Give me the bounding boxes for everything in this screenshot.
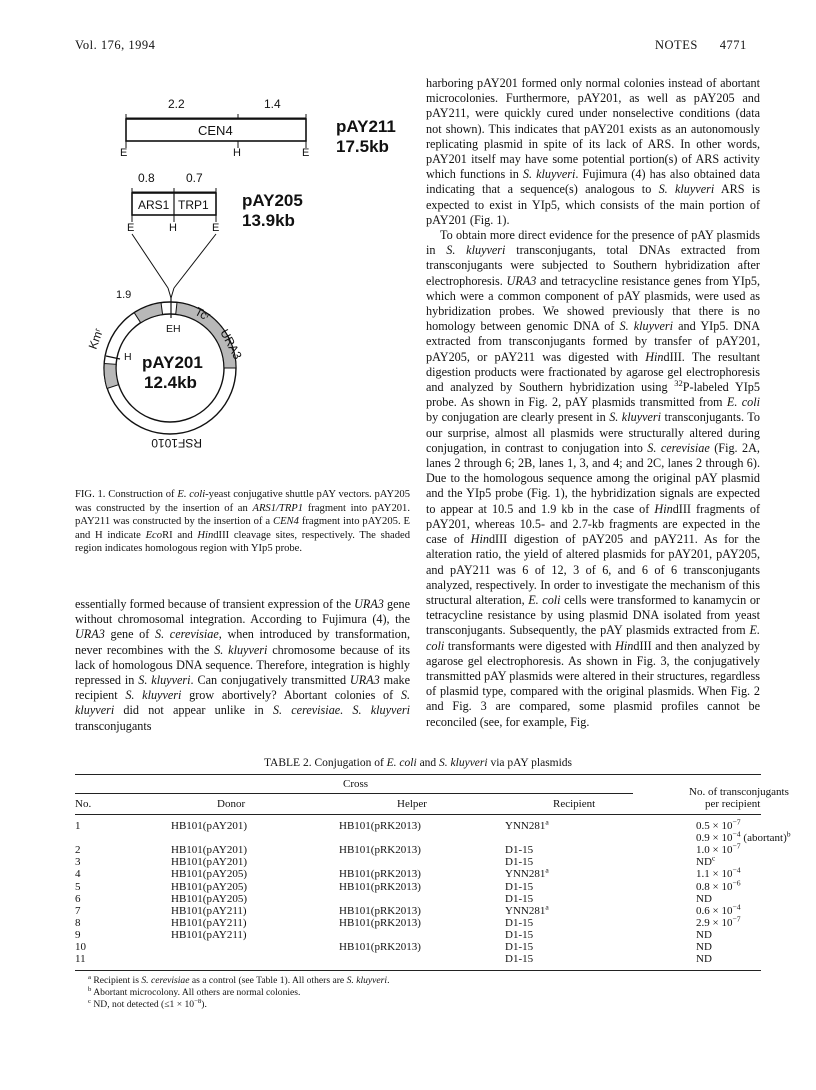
transconjugant-value: ND xyxy=(696,941,712,953)
value-exponent: −7 xyxy=(732,914,741,924)
donor-strain: HB101(pAY205) xyxy=(171,868,247,881)
helper-strain: HB101(pRK2013) xyxy=(339,880,421,893)
footnote-text: ND, not detected (≤1 × 10 xyxy=(90,999,195,1010)
header-helper: Helper xyxy=(397,798,427,810)
recipient-strain: D1-15 xyxy=(505,856,534,869)
table-row xyxy=(75,902,761,917)
table-rule xyxy=(75,793,633,794)
pay205-seg2-label: 0.7 xyxy=(186,171,203,185)
footnote-text: Abortant microcolony. All others are normal colonies. xyxy=(91,987,301,998)
cell-helper xyxy=(339,844,421,856)
text-run: P-labeled YIp5 probe. As shown in Fig. 2, pAY plasmids transmitted from xyxy=(426,380,760,410)
transconjugant-value: 1.0 × 10 xyxy=(696,844,733,857)
cell-donor xyxy=(171,820,247,832)
footnote-c xyxy=(88,999,207,1010)
table-rule xyxy=(75,970,761,971)
caption-text: RI and xyxy=(162,529,198,541)
text-run: gene without chromosomal integration. According to Fujimura (4), the xyxy=(75,597,410,627)
value-suffix: (abortant) xyxy=(740,832,787,845)
table-row xyxy=(75,853,761,869)
pay201-name: pAY201 xyxy=(142,353,203,372)
transconjugant-value: ND xyxy=(696,892,712,905)
cell-recipient xyxy=(505,881,533,893)
shaded-region-1 xyxy=(134,303,162,323)
caption-text: fragment into pAY201. pAY211 was constructed by the insertion of a xyxy=(75,502,410,528)
cell-no xyxy=(75,844,81,856)
cell-donor xyxy=(171,868,247,880)
footnote-text: ). xyxy=(201,999,207,1010)
transconjugant-value: ND xyxy=(696,953,712,966)
helper-strain: HB101(pRK2013) xyxy=(339,820,421,832)
helper-strain: HB101(pRK2013) xyxy=(339,904,421,917)
transconjugant-value: 1.1 × 10 xyxy=(696,868,733,881)
cell-value xyxy=(696,929,712,941)
transconjugant-value: 2.9 × 10 xyxy=(696,916,733,929)
text-run: and tetracycline resistance genes from YIp5, which were a common component of pAY plasmids, were used as hybridization probes. We showed previously that there is no homology between genomic DNA of xyxy=(426,273,760,334)
paragraph xyxy=(426,228,760,730)
cell-recipient xyxy=(505,856,533,868)
text-run: . Can conjugatively transmitted xyxy=(190,673,350,688)
value-exponent: −7 xyxy=(732,841,741,851)
text-run: S. kluyveri xyxy=(138,673,191,688)
journal-volume: Vol. 176, 1994 xyxy=(75,38,156,52)
pay211-name: pAY211 xyxy=(336,117,396,136)
text-run: S. kluyveri xyxy=(214,642,268,657)
cell-recipient xyxy=(505,902,549,917)
text-run: Hin xyxy=(470,532,489,547)
cell-value xyxy=(696,877,741,893)
text-run: 32 xyxy=(674,378,683,388)
cell-no xyxy=(75,905,81,917)
row-number: 5 xyxy=(75,880,81,893)
text-run: dIII digestion of pAY205 and pAY211. As for the alteration ratio, the yield of altered plasmids for pAY201, pAY205, and pAY211 was 6 of 12, 3 of 6, and 6 of 6 transconjugants analyzed, respectively. In order to investigate the mechanism of this structural alteration, xyxy=(426,532,760,607)
pay201-size: 12.4kb xyxy=(144,373,197,392)
row-number: 11 xyxy=(75,953,86,966)
recipient-strain: D1-15 xyxy=(505,844,534,857)
caption-text: dIII cleavage sites, respectively. The shaded region indicates homologous region with YIp5 probe. xyxy=(75,529,410,555)
table-row xyxy=(75,914,761,929)
plasmid-diagram xyxy=(70,78,410,478)
table-row xyxy=(75,841,761,857)
text-run: , when introduced by transformation, never recombines with the xyxy=(75,627,410,657)
recipient-strain: D1-15 xyxy=(505,916,534,929)
pay205-site-e-left: E xyxy=(127,222,135,234)
caption-text: Hin xyxy=(197,529,214,541)
text-run: dIII fragments of pAY201, whereas 10.5- and 2.7-kb fragments are expected in the case of xyxy=(426,501,761,547)
helper-strain: HB101(pRK2013) xyxy=(339,844,421,857)
text-run: by conjugation are clearly present in xyxy=(426,410,610,425)
caption-text: fragment into pAY205. E and H indicate xyxy=(75,516,410,541)
text-run: transconjugants, total DNAs extracted from transconjugants were subjected to Southern hybridization after electrophoresis. xyxy=(426,243,761,288)
recipient-strain: YNN281 xyxy=(505,820,546,832)
text-run: make recipient xyxy=(75,673,410,703)
ars1-label: ARS1 xyxy=(138,198,170,212)
row-number: 10 xyxy=(75,941,86,953)
pay201-label-h: H xyxy=(124,351,132,363)
text-run: transconjugants. To our surprise, almost all plasmids were structurally altered during conjugation, in contrast to conjugation into xyxy=(426,410,760,455)
recipient-strain: D1-15 xyxy=(505,880,534,893)
title-run: S. kluyveri xyxy=(439,757,488,769)
cell-recipient xyxy=(505,917,533,929)
text-run: E. coli xyxy=(426,623,760,653)
cell-donor xyxy=(171,917,247,929)
text-run: essentially formed because of transient expression of the xyxy=(75,597,355,611)
pay205-site-h: H xyxy=(169,222,177,234)
cell-no xyxy=(75,868,81,880)
trp1-label: TRP1 xyxy=(178,198,209,212)
transconjugant-value: 0.9 × 10 xyxy=(696,832,733,845)
cell-recipient xyxy=(505,844,533,856)
paragraph xyxy=(426,76,760,228)
cell-helper xyxy=(339,941,421,953)
pay211-site-h: H xyxy=(233,147,241,159)
paragraph xyxy=(75,597,410,734)
text-run: Hin xyxy=(645,349,664,364)
text-run: did not appear unlike in xyxy=(114,703,273,718)
value-exponent: −4 xyxy=(732,902,741,912)
text-run: grow abortively? Abortant colonies of xyxy=(181,688,401,703)
table-row xyxy=(75,953,761,965)
cell-helper xyxy=(339,881,421,893)
cen4-label: CEN4 xyxy=(198,123,233,138)
cell-value xyxy=(696,829,791,845)
recipient-strain: D1-15 xyxy=(505,953,534,966)
text-run: S. kluyveri xyxy=(522,167,576,182)
pay211-size: 17.5kb xyxy=(336,137,389,156)
cell-no xyxy=(75,881,81,893)
footnote-b xyxy=(88,987,300,998)
row-number: 9 xyxy=(75,928,81,941)
pay201-label-eh: EH xyxy=(166,323,181,335)
text-run: Hin xyxy=(654,501,673,516)
footnote-a xyxy=(88,975,390,986)
cell-value xyxy=(696,914,741,929)
donor-strain: HB101(pAY201) xyxy=(171,820,247,832)
pay205-name: pAY205 xyxy=(242,191,303,210)
text-run: S. kluyveri xyxy=(75,688,410,718)
caption-text: Eco xyxy=(145,529,163,541)
helper-strain: HB101(pRK2013) xyxy=(339,941,421,953)
value-exponent: −6 xyxy=(732,877,741,887)
cell-helper xyxy=(339,917,421,929)
footnote-text: −8 xyxy=(194,997,202,1005)
text-run: and YIp5. DNA extracted from transconjugants formed by transfer of pAY201, pAY205, or pAY211 was digested with xyxy=(426,319,760,364)
text-run: E. coli xyxy=(528,592,561,607)
header-cross: Cross xyxy=(343,778,369,790)
cell-donor xyxy=(171,856,247,868)
pay211-site-e-right: E xyxy=(302,147,310,159)
table-row xyxy=(75,941,761,953)
cell-recipient xyxy=(505,893,533,905)
table-row xyxy=(75,829,791,845)
cell-donor xyxy=(171,844,247,856)
table-row xyxy=(75,929,761,941)
text-run: URA3 xyxy=(75,627,105,642)
cell-recipient xyxy=(505,929,533,941)
value-footnote: b xyxy=(786,829,791,839)
row-number: 3 xyxy=(75,856,81,869)
cell-donor xyxy=(171,929,247,941)
cell-no xyxy=(75,820,81,832)
recipient-footnote: a xyxy=(545,817,549,827)
cell-value xyxy=(696,841,741,857)
text-run: Hin xyxy=(615,638,634,653)
figure-1-caption xyxy=(75,488,410,556)
text-run: ARS is expected to exist in YIp5, which consists of the main portion of pAY201 (Fig. 1). xyxy=(426,182,761,227)
text-run: S. kluyveri xyxy=(619,319,673,334)
helper-strain: HB101(pRK2013) xyxy=(339,868,421,881)
helper-strain: HB101(pRK2013) xyxy=(339,916,421,929)
figure-1 xyxy=(70,78,410,478)
footnote-text: . xyxy=(387,975,390,986)
recipient-strain: YNN281 xyxy=(505,868,546,881)
caption-text: E. coli xyxy=(177,489,206,500)
caption-text: ARS1/TRP1 xyxy=(252,502,304,514)
donor-strain: HB101(pAY211) xyxy=(171,904,247,917)
transconjugant-value: 0.6 × 10 xyxy=(696,904,733,917)
footnote-text: S. cerevisiae xyxy=(141,975,190,986)
text-run: dIII and then analyzed by agarose gel electrophoresis. As shown in Fig. 3, the conjugatively transmitted pAY plasmids were altered in their structures, regardless of plasmid type, compared with the original plasmids. When Fig. 2 and Fig. 3 are compared, some plasmid profiles cannot be reconciled (see, for example, Fig. xyxy=(426,638,761,729)
cell-value xyxy=(696,893,712,905)
text-run: S. kluyveri xyxy=(125,688,182,703)
cell-helper xyxy=(339,820,421,832)
cell-no xyxy=(75,893,81,905)
section-title: NOTES xyxy=(655,38,698,52)
pay205-seg1-label: 0.8 xyxy=(138,171,155,185)
cell-recipient xyxy=(505,865,549,881)
caption-lead: FIG. 1. xyxy=(75,489,106,500)
caption-text: CEN4 xyxy=(273,516,299,528)
header-recipient: Recipient xyxy=(553,798,596,810)
header-value-2: per recipient xyxy=(705,798,761,810)
pay201-label-19: 1.9 xyxy=(116,289,132,301)
donor-strain: HB101(pAY201) xyxy=(171,856,247,869)
transconjugant-value: 0.8 × 10 xyxy=(696,880,733,893)
left-column-text xyxy=(75,597,410,734)
pay201-label-ura3: URA3 xyxy=(217,326,245,362)
cell-no xyxy=(75,941,86,953)
title-run: via pAY plasmids xyxy=(487,757,573,769)
text-run: URA3 xyxy=(354,597,384,611)
row-number: 1 xyxy=(75,820,81,832)
cell-donor xyxy=(171,905,247,917)
text-run: URA3 xyxy=(506,273,537,288)
cell-helper xyxy=(339,868,421,880)
pay201-label-km: Kmʳ xyxy=(85,326,106,352)
text-run: To obtain more direct evidence for the presence of pAY plasmids in xyxy=(426,228,760,258)
header-value-1: No. of transconjugants xyxy=(689,786,789,798)
text-run: transformants were digested with xyxy=(444,638,616,653)
transconjugant-value: 0.5 × 10 xyxy=(696,820,733,832)
text-run: S. cerevisiae xyxy=(647,440,710,455)
cell-no xyxy=(75,856,81,868)
text-run: S. cerevisiae. S. kluyveri xyxy=(272,703,410,718)
cell-value xyxy=(696,853,716,869)
pay205-size: 13.9kb xyxy=(242,211,295,230)
running-header xyxy=(655,38,747,53)
table-rule xyxy=(75,774,761,775)
recipient-strain: D1-15 xyxy=(505,941,534,953)
text-run: harboring pAY201 formed only normal colonies instead of abortant microcolonies. Furthermore, pAY201, as well as pAY205 and pAY211, were quickly cured under nonselective conditions (data not shown). This indicates that pAY201 exists as an autonomously replicating plasmid in spite of its lack of ARS. In other words, pAY201 itself may have some potential portion(s) of ARS activity which functions in xyxy=(426,76,760,182)
footnote-text: S. kluyveri xyxy=(346,975,388,986)
pay211-seg1-label: 2.2 xyxy=(168,97,185,111)
text-run: dIII. The resultant digestion products were fractionated by agarose gel electrophoresis and analyzed by Southern hybridization using xyxy=(426,349,760,395)
cell-donor xyxy=(171,893,247,905)
text-run: chromosome because of its lack of homologous DNA sequence. Therefore, integration is highly repressed in xyxy=(75,642,410,688)
header-donor: Donor xyxy=(217,798,246,810)
row-number: 2 xyxy=(75,844,81,857)
text-run: S. kluyveri xyxy=(446,243,506,258)
table-2-title xyxy=(75,757,761,769)
donor-strain: HB101(pAY211) xyxy=(171,928,247,941)
table-row xyxy=(75,893,761,905)
table-rule xyxy=(75,814,761,815)
caption-text: Construction of xyxy=(105,489,178,500)
recipient-footnote: a xyxy=(545,865,549,875)
table-row xyxy=(75,817,761,832)
pay211-seg2-label: 1.4 xyxy=(264,97,281,111)
footnote-mark: c xyxy=(88,997,91,1005)
cell-value xyxy=(696,953,712,965)
donor-strain: HB101(pAY205) xyxy=(171,892,247,905)
text-run: S. kluyveri xyxy=(658,182,715,197)
text-run: S. cerevisiae xyxy=(154,627,219,642)
header-no: No. xyxy=(75,798,92,810)
cell-no xyxy=(75,929,81,941)
cell-recipient xyxy=(505,953,533,965)
cell-donor xyxy=(171,881,247,893)
cell-helper xyxy=(339,905,421,917)
pay201-label-tc: Tcʳ xyxy=(192,304,213,324)
row-number: 4 xyxy=(75,868,81,881)
shaded-region-3 xyxy=(104,364,118,389)
cell-value xyxy=(696,941,712,953)
recipient-strain: D1-15 xyxy=(505,928,534,941)
footnote-mark: a xyxy=(88,973,91,981)
pay201-label-rsf: RSF1010 xyxy=(151,436,202,450)
text-run: gene of xyxy=(104,627,155,642)
transconjugant-value: ND xyxy=(696,856,712,869)
value-exponent: −7 xyxy=(732,817,741,827)
text-run: transconjugants xyxy=(75,718,152,733)
footnote-text: Recipient is xyxy=(90,975,142,986)
cell-recipient xyxy=(505,941,533,953)
text-run: E. coli xyxy=(726,395,760,410)
recipient-footnote: a xyxy=(545,902,549,912)
row-number: 7 xyxy=(75,904,81,917)
text-run: (Fig. 2A, lanes 2 through 6; 2B, lanes 1, 3, and 4; and 2C, lanes 2 through 6). Due to the homologous sequence among the original pAY plasmid and the YIp5 probe (Fig. 1), the hybridization signals are expected to appear at 10.5 and 1.9 kb in the case of xyxy=(426,440,760,516)
value-footnote: c xyxy=(711,853,716,863)
cell-no xyxy=(75,953,86,965)
donor-strain: HB101(pAY201) xyxy=(171,844,247,857)
footnote-text: as a control (see Table 1). All others are xyxy=(189,975,347,986)
donor-strain: HB101(pAY211) xyxy=(171,916,247,929)
donor-strain: HB101(pAY205) xyxy=(171,880,247,893)
text-run: URA3 xyxy=(349,673,380,688)
text-run: . Fujimura (4) has also obtained data indicating that a sequence(s) analogous to xyxy=(426,167,760,197)
value-exponent: −4 xyxy=(732,865,741,875)
text-run: cells were transformed to kanamycin or tetracycline resistance by using plasmid DNA isolated from yeast transconjugants. Subsequently, the pAY plasmids extracted from xyxy=(426,592,760,638)
title-run: E. coli xyxy=(386,757,417,769)
recipient-strain: YNN281 xyxy=(505,904,546,917)
value-exponent: −4 xyxy=(732,829,741,839)
cell-recipient xyxy=(505,817,549,832)
title-run: and xyxy=(416,757,440,769)
recipient-strain: D1-15 xyxy=(505,892,534,905)
page-number: 4771 xyxy=(719,38,747,52)
pay211-site-e-left: E xyxy=(120,147,128,159)
row-number: 8 xyxy=(75,916,81,929)
transconjugant-value: ND xyxy=(696,928,712,941)
title-run: TABLE 2. Conjugation of xyxy=(263,757,387,769)
caption-text: -yeast conjugative shuttle pAY vectors. pAY205 was constructed by the insertion of an xyxy=(75,489,411,514)
text-run: S. kluyveri xyxy=(609,410,662,425)
footnote-mark: b xyxy=(88,985,92,993)
row-number: 6 xyxy=(75,892,81,905)
pay205-site-e-right: E xyxy=(212,222,220,234)
cell-no xyxy=(75,917,81,929)
table-row xyxy=(75,877,761,893)
table-row xyxy=(75,865,761,881)
right-column-text xyxy=(426,76,760,730)
